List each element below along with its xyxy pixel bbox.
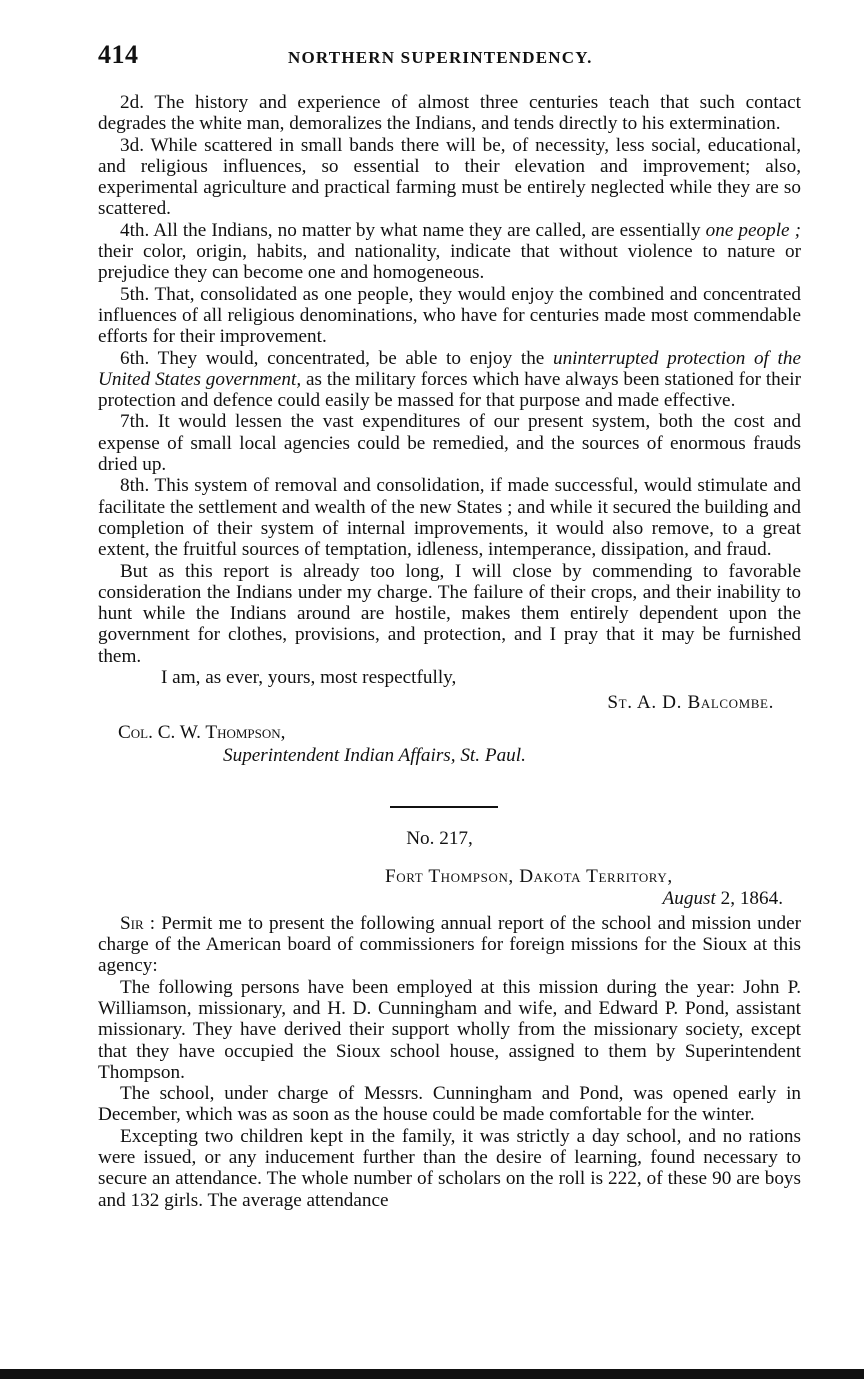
paragraph-6th: [98, 348, 801, 412]
dateline-day-year: 2, 1864.: [715, 887, 783, 909]
paragraph-6th-end: as the military forces which have always been stationed for their protection and defence could easily be massed for that purpose and made effective.: [98, 368, 801, 412]
paragraph-attendance: Excepting two children kept in the family, it was strictly a day school, and no rations were issued, or any inducement further than the desire of learning, found necessary to secure an attendance. The whole number of scholars on the roll is 222, of these 90 are boys and 132 girls. The average attendance: [98, 1125, 801, 1211]
salutation: Sir: [120, 912, 144, 934]
page-body: [98, 92, 801, 1211]
dateline-date: [98, 888, 801, 909]
paragraph-5th: 5th. That, consolidated as one people, they would enjoy the combined and concentrated influences of all religious denominations, who have for centuries made most commendable efforts for their improvement.: [98, 283, 801, 348]
paragraph-8th: 8th. This system of removal and consolidation, if made successful, would stimulate and facilitate the settlement and wealth of the new States ; and while it secured the building and completion of their system of internal improvements, it would also remove, to a great extent, the fruitful sources of temptation, idleness, intemperance, dissipation, and fraud.: [98, 475, 801, 561]
paragraph-4th-italic: one people ;: [705, 219, 801, 241]
paragraph-closing-remarks: But as this report is already too long, I will close by commending to favorable consideration the Indians under my charge. The failure of their crops, and their inability to hunt while the Indians around are hostile, makes them entirely dependent upon the government for clothes, provisions, and protection, and I pray that it may be furnished them.: [98, 560, 801, 667]
dateline-place: Fort Thompson, Dakota Territory,: [385, 866, 673, 888]
paragraph-4th: [98, 220, 801, 284]
paragraph-4th-end: their color, origin, habits, and nationality, indicate that without violence to nature or prejudice they can become one and homogeneous.: [98, 241, 801, 284]
paragraph-6th-italic: uninterrupted protection of the United States government,: [98, 347, 801, 390]
paragraph-3d: 3d. While scattered in small bands there will be, of necessity, less social, educational, and religious influences, so essential to their elevation and improvement; also, experimental agriculture and practical farming must be entirely neglected while they are so scattered.: [98, 134, 801, 220]
paragraph-school: The school, under charge of Messrs. Cunningham and Pond, was opened early in December, which was as soon as the house could be made comfortable for the winter.: [98, 1083, 801, 1126]
dateline-month: August: [662, 887, 716, 909]
addressee: Col. C. W. Thompson,: [118, 721, 286, 743]
closing-line: I am, as ever, yours, most respectfully,: [161, 667, 457, 689]
addressee-title: Superintendent Indian Affairs, St. Paul.: [223, 744, 526, 766]
paragraph-4th-start: 4th. All the Indians, no matter by what name they are called, are essentially: [120, 219, 706, 241]
section-divider: [390, 806, 498, 808]
running-head: NORTHERN SUPERINTENDENCY.: [288, 48, 593, 67]
paragraph-2d: 2d. The history and experience of almost three centuries teach that such contact degrades the white man, demoralizes the Indians, and tends directly to his extermination.: [98, 92, 801, 135]
paragraph-7th: 7th. It would lessen the vast expenditures of our present system, both the cost and expense of small local agencies could be remedied, and the sources of enormous frauds dried up.: [98, 411, 801, 476]
page-number: 414: [98, 40, 139, 69]
page-header: [98, 40, 798, 74]
paragraph-6th-start: 6th. They would, concentrated, be able to enjoy the: [120, 347, 553, 369]
signature: St. A. D. Balcombe.: [607, 692, 774, 714]
scan-bottom-border: [0, 1369, 864, 1379]
salutation-text: : Permit me to present the following annual report of the school and mission under charge of the American board of commissioners for foreign missions for the Sioux at this agency:: [98, 912, 801, 977]
paragraph-salutation: [98, 913, 801, 977]
document-number: No. 217,: [406, 828, 473, 850]
paragraph-staff: The following persons have been employed at this mission during the year: John P. Williamson, missionary, and H. D. Cunningham and wife, and Edward P. Pond, assistant missionary. They have derived their support wholly from the missionary society, except that they have occupied the Sioux school house, assigned to them by Superintendent Thompson.: [98, 976, 801, 1083]
